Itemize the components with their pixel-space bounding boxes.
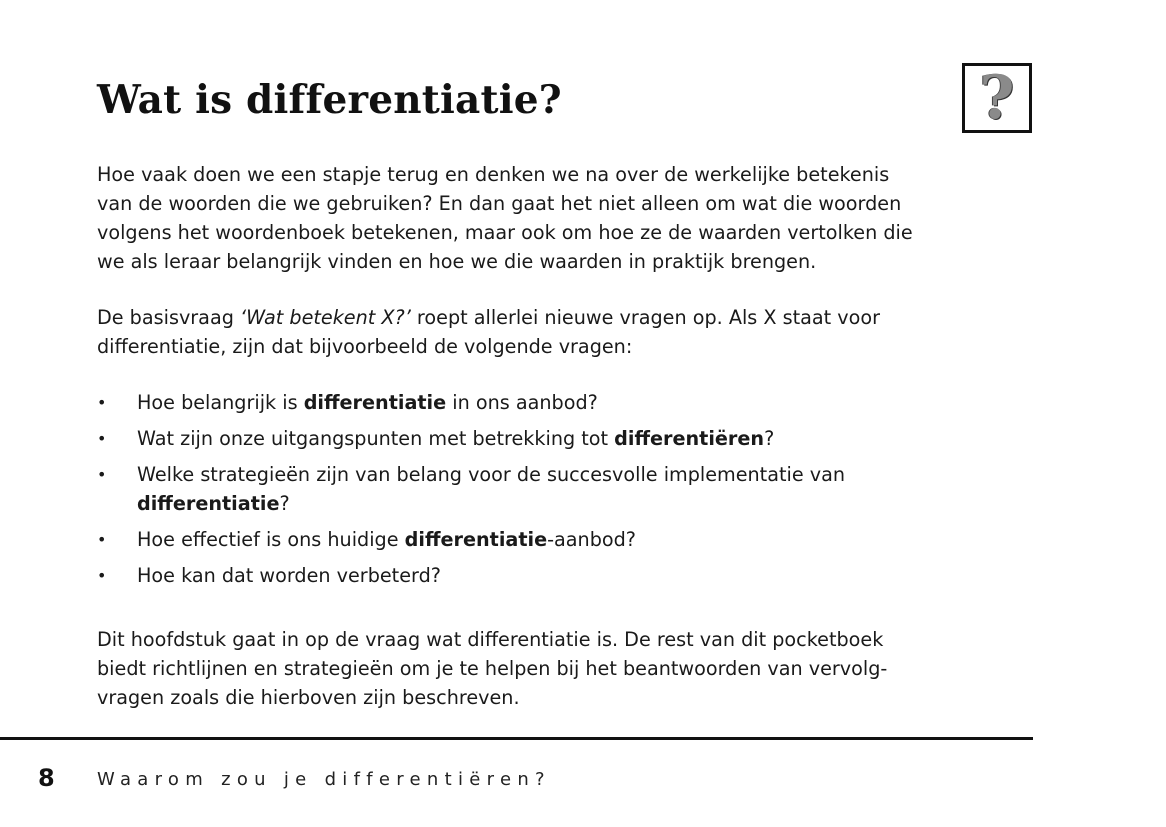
closing-line: vragen zoals die hierboven zijn beschreven. [97, 686, 520, 709]
list-item-text: ? [279, 492, 290, 515]
question-line: differentiatie, zijn dat bijvoorbeeld de volgende vragen: [97, 335, 633, 358]
intro-line: Hoe vaak doen we een stapje terug en denken we na over de werkelijke betekenis [97, 163, 890, 186]
footer-divider [0, 737, 1033, 740]
list-item [97, 424, 1017, 453]
page-number: 8 [38, 764, 55, 792]
list-item-emphasis: differentiatie [303, 391, 447, 414]
list-item-text: Wat zijn onze uitgangspunten met betrekking tot [137, 427, 615, 450]
list-item-emphasis: differentiëren [614, 427, 765, 450]
list-item [97, 388, 1017, 417]
question-paragraph [97, 303, 1017, 361]
list-item-text: -aanbod? [547, 528, 636, 551]
page-title: Wat is differentiatie? [97, 77, 562, 123]
question-mark-icon [962, 63, 1032, 133]
list-item-text: Hoe kan dat worden verbeterd? [137, 564, 441, 587]
list-item-emphasis: differentiatie [404, 528, 548, 551]
question-line [97, 303, 1017, 332]
question-list [97, 388, 1017, 597]
list-item-emphasis: differentiatie [137, 492, 280, 515]
question-text: roept allerlei nieuwe vragen op. Als X staat voor [410, 306, 881, 329]
intro-paragraph [97, 160, 1017, 276]
intro-line: volgens het woordenboek betekenen, maar ook om hoe ze de waarden vertolken die [97, 221, 913, 244]
bullet-icon: • [97, 530, 107, 549]
question-italic: ‘Wat betekent X?’ [239, 306, 411, 329]
bullet-icon: • [97, 465, 107, 484]
list-item-text: Hoe belangrijk is [137, 391, 304, 414]
bullet-icon: • [97, 393, 107, 412]
list-item-text: Welke strategieën zijn van belang voor de succesvolle implementatie van [137, 463, 845, 486]
running-footer-title: Waarom zou je differentiëren? [97, 769, 551, 790]
closing-line: Dit hoofdstuk gaat in op de vraag wat differentiatie is. De rest van dit pocketboek [97, 628, 884, 651]
list-item-text: Hoe effectief is ons huidige [137, 528, 405, 551]
list-item-text: ? [764, 427, 775, 450]
closing-paragraph [97, 625, 1017, 712]
list-item [97, 460, 1017, 518]
bullet-icon: • [97, 566, 107, 585]
intro-line: we als leraar belangrijk vinden en hoe we die waarden in praktijk brengen. [97, 250, 817, 273]
closing-line: biedt richtlijnen en strategieën om je te helpen bij het beantwoorden van vervolg- [97, 657, 888, 680]
list-item [97, 525, 1017, 554]
list-item-text: in ons aanbod? [446, 391, 598, 414]
question-mark-glyph: ? [979, 63, 1015, 133]
bullet-icon: • [97, 429, 107, 448]
question-text: De basisvraag [97, 306, 240, 329]
list-item [97, 561, 1017, 590]
intro-line: van de woorden die we gebruiken? En dan gaat het niet alleen om wat die woorden [97, 192, 902, 215]
